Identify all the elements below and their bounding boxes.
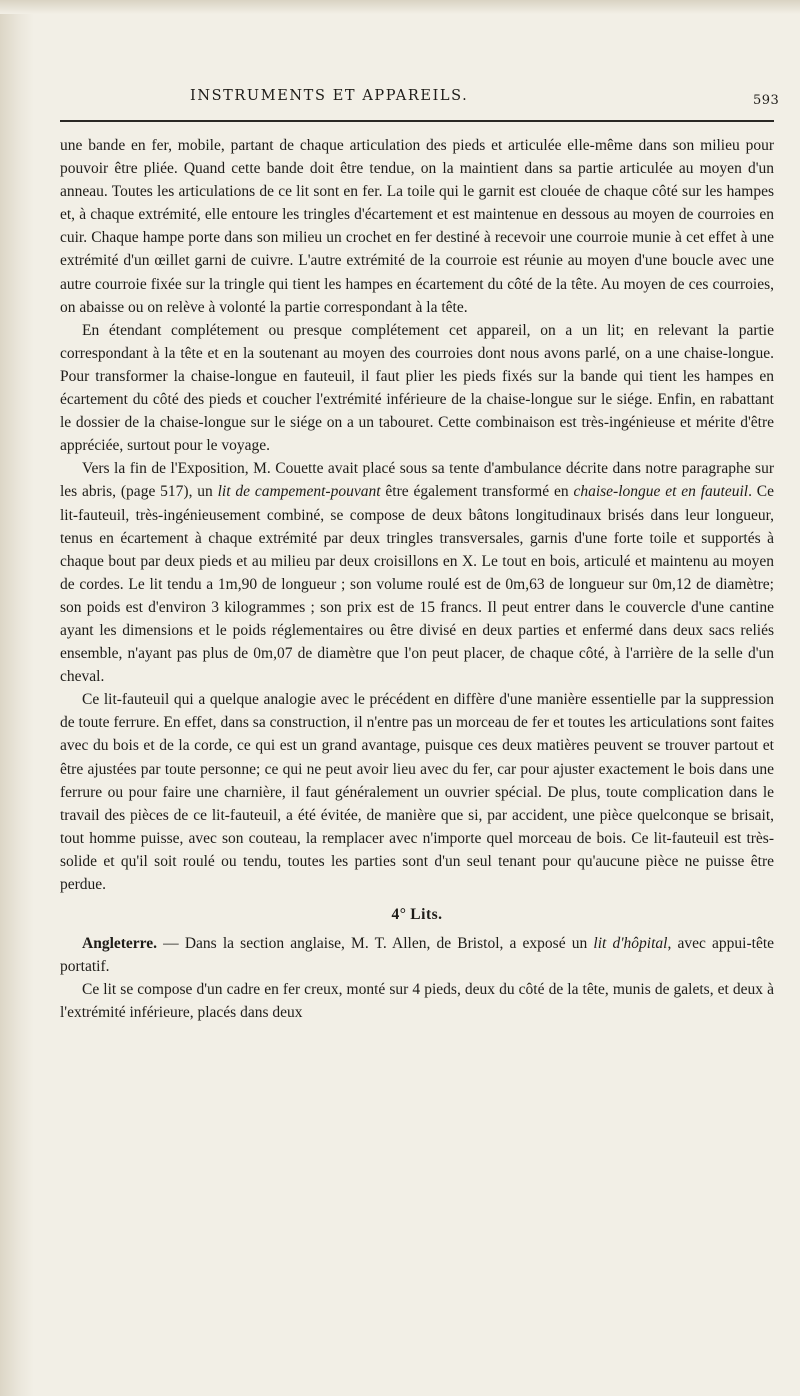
page-body [60,134,774,1025]
paragraph-3-italic-term: chaise-longue et en fauteuil [573,483,749,501]
section-title: Lits. [410,906,443,924]
paragraph-5 [60,932,774,978]
section-number: 4° [391,906,407,924]
running-header [0,88,800,116]
paragraph-1: une bande en fer, mobile, partant de chaque articulation des pieds et articulée elle-même dans son milieu pour pouvoir être pliée. Quand cette bande doit être tendue, on la maintient dans sa partie articulée au moyen d'un anneau. Toutes les articulations de ce lit sont en fer. La toile qui le garnit est clouée de chaque côté sur les hampes et, à chaque extrémité, elle entoure les tringles d'écartement et est maintenue en dessous au moyen de courroies en cuir. Chaque hampe porte dans son milieu un crochet en fer destiné à recevoir une courroie munie à cet effet à une extrémité d'un œillet garni de cuivre. L'autre extrémité de la courroie est réunie au moyen d'une boucle avec une autre courroie fixée sur la tringle qui tient les hampes en écartement du côté de la tête. Au moyen de ces courroies, on abaisse ou on relève à volonté la partie correspondant à la tête. [60,137,774,316]
paragraph-4: Ce lit-fauteuil qui a quelque analogie avec le précédent en diffère d'une manière essentielle par la suppression de toute ferrure. En effet, dans sa construction, il n'entre pas un morceau de fer et toutes les articulations sont faites avec du bois et de la corde, ce qui est un grand avantage, puisque ces deux matières peuvent se trouver partout et être ajustées par toute personne; ce qui ne peut avoir lieu avec du fer, car pour ajuster exactement le bois dans une ferrure ou pour faire une charnière, il faut généralement un ouvrier spécial. De plus, toute complication dans le travail des pièces de ce lit-fauteuil, a été évitée, de manière que si, par accident, une pièce quelconque se brisait, tout homme puisse, avec son couteau, la remplacer avec n'importe quel morceau de bois. Ce lit-fauteuil est très-solide et qu'il soit roulé ou tendu, toutes les parties sont d'un seul tenant pour qu'aucune pièce ne puisse être perdue. [60,691,774,893]
paragraph-5-italic-term: lit d'hôpital [593,935,668,953]
paragraph-3-text: . Ce lit-fauteuil, très-ingénieusement combiné, se compose de deux bâtons longitudinaux brisés dans leur longueur, tenus en écartement à chaque extrémité par deux tringles transversales, garnis d'une forte toile et supportés à chaque bout par deux pieds et au milieu par deux croisillons en X. Le tout en bois, articulé et maintenu au moyen de cordes. Le lit tendu a 1m,90 de longueur ; son volume roulé est de 0m,63 de longueur sur 0m,12 de diamètre; son poids est d'environ 3 kilogrammes ; son prix est de 15 francs. Il peut entrer dans le couvercle d'une cantine ayant les dimensions et le poids réglementaires ou être divisé en deux parties et enfermé dans deux sacs reliés ensemble, n'ayant pas plus de 0m,07 de diamètre que l'on peut placer, de chaque côté, à l'arrière de la selle d'un cheval. [60,483,775,686]
paragraph-3 [60,457,774,688]
paragraph-5-text: — Dans la section anglaise, M. T. Allen, de Bristol, a exposé un [157,935,594,953]
paragraph-2: En étendant complétement ou presque complétement cet appareil, on a un lit; en relevant la partie correspondant à la tête et en la soutenant au moyen des courroies dont nous avons parlé, on a une chaise-longue. Pour transformer la chaise-longue en fauteuil, il faut plier les pieds fixés sur la bande qui tient les hampes en écartement du côté des pieds et coucher l'extrémité inférieure de la chaise-longue sur le siége. Enfin, en rabattant le dossier de la chaise-longue sur le siége on a un tabouret. Cette combinaison est très-ingénieuse et mérite d'être appréciée, surtout pour le voyage. [60,321,774,455]
page-top-shadow [0,0,800,14]
header-rule [60,120,774,122]
country-label: Angleterre. [82,935,158,953]
paragraph-3-text: Vers la fin de l'Exposition, M. Couette avait placé sous sa tente d'ambulance décrite dans notre paragraphe sur les abris, (page 517), un [60,460,774,501]
running-title: INSTRUMENTS ET APPAREILS. [190,88,469,104]
paragraph-5-text: , avec appui-tête portatif. [60,935,775,976]
section-heading [60,903,774,926]
page-gutter-shadow [0,0,34,1396]
page-number: 593 [753,93,780,108]
paragraph-3-italic-term: lit de campement-pouvant [217,483,381,501]
paragraph-3-text: être également transformé en [380,483,574,501]
paragraph-6: Ce lit se compose d'un cadre en fer creux, monté sur 4 pieds, deux du côté de la tête, munis de galets, et deux à l'extrémité inférieure, placés dans deux [60,981,774,1022]
